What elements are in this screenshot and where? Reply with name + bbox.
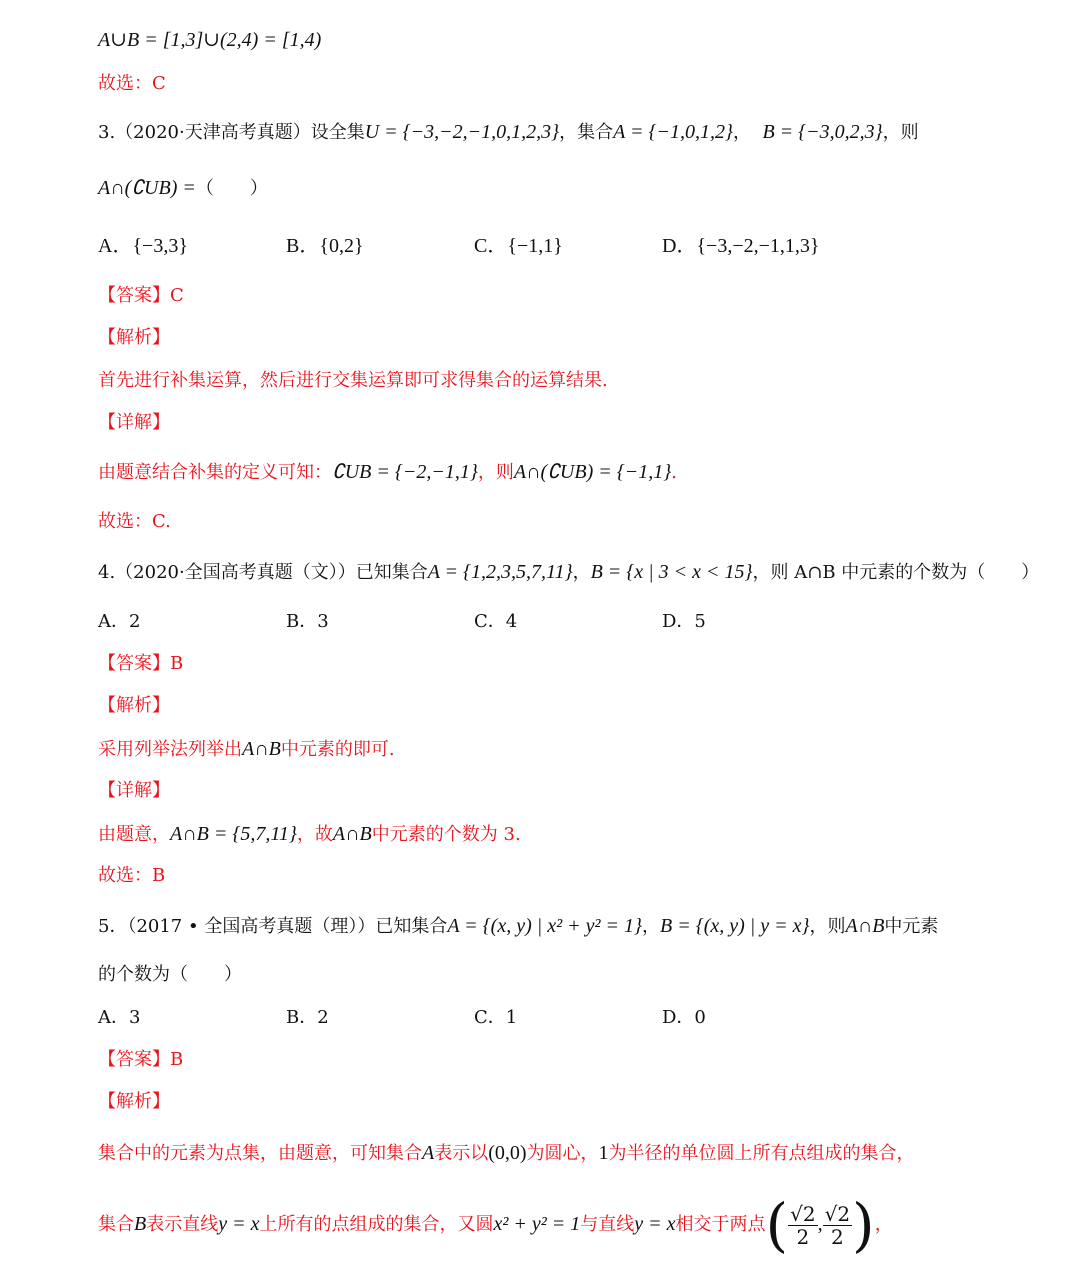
- q4-option-b: B．3: [286, 611, 329, 632]
- q3-option-d: D．{−3,−2,−1,1,3}: [662, 235, 820, 257]
- q5-option-b: B．2: [286, 1007, 329, 1028]
- q5-option-d: D．0: [662, 1007, 706, 1028]
- q4-detail-label: 【详解】: [98, 780, 170, 801]
- q3-answer: 【答案】C: [98, 285, 184, 306]
- previous-choose-line: 故选：C: [98, 73, 166, 94]
- q3-choose: 故选：C.: [98, 511, 171, 532]
- q5-answer: 【答案】B: [98, 1049, 184, 1070]
- q3-stem-line2: [98, 174, 268, 203]
- q3-set-b: B = {−3,0,2,3}: [762, 121, 883, 143]
- q4-stem: 4.（2020·全国高考真题（文））已知集合A = {1,2,3,5,7,11}，B = {x | 3 < x < 15}，则 A∩B 中元素的个数为（ ）: [98, 561, 1040, 583]
- q3-set-u: U = {−3,−2,−1,0,1,2,3}: [364, 121, 560, 143]
- previous-solution-formula: A∪B = [1,3]∪(2,4) = [1,4): [98, 29, 322, 51]
- q3-set-a: A = {−1,0,1,2}: [613, 121, 733, 143]
- q3-detail-label: 【详解】: [98, 412, 170, 433]
- q3-detail-text: 由题意结合补集的定义可知：∁UB = {−2,−1,1}，则A∩(∁UB) = {−1,1}.: [98, 461, 677, 483]
- q5-option-c: C．1: [474, 1007, 518, 1028]
- q5-stem-line2: 的个数为（ ）: [98, 964, 242, 985]
- intersection-point: ( $\frac{√2}{2}$ , $\frac{√2}{2}$ ): [765, 1191, 875, 1259]
- q5-stem-line1: 5．（2017 • 全国高考真题（理））已知集合A = {(x, y) | x² + y² = 1}，B = {(x, y) | y = x}，则A∩B中元素: [98, 915, 939, 937]
- q4-analysis-text: 采用列举法列举出A∩B中元素的即可.: [98, 738, 395, 760]
- q3-mid1: ，集合: [559, 122, 614, 143]
- q5-analysis-line2: 集合B表示直线y = x上所有的点组成的集合，又圆x² + y² = 1与直线y = x相交于两点( $\frac{√2}{2}$ , $\frac{√2}{2}$ )，: [98, 1191, 893, 1259]
- q4-analysis-label: 【解析】: [98, 695, 170, 716]
- q3-option-c: C．{−1,1}: [474, 235, 563, 257]
- q3-option-a: A．{−3,3}: [98, 235, 188, 257]
- q3-prefix: 3.（2020·天津高考真题）设全集: [98, 122, 365, 143]
- q3-stem-line1: [98, 118, 919, 147]
- q4-choose: 故选：B: [98, 865, 166, 886]
- q3-expression: A∩(∁UB) =: [98, 177, 196, 199]
- q4-answer: 【答案】B: [98, 653, 184, 674]
- q3-option-b: B．{0,2}: [286, 235, 364, 257]
- q3-suffix: ，则: [882, 122, 919, 143]
- q3-mid2: ，: [732, 122, 751, 143]
- q5-analysis-label: 【解析】: [98, 1091, 170, 1112]
- q3-analysis-text: 首先进行补集运算，然后进行交集运算即可求得集合的运算结果.: [98, 370, 608, 391]
- q4-option-d: D．5: [662, 611, 706, 632]
- q5-option-a: A．3: [98, 1007, 141, 1028]
- q3-paren: （ ）: [195, 178, 268, 199]
- q3-analysis-label: 【解析】: [98, 327, 170, 348]
- q4-option-a: A．2: [98, 611, 141, 632]
- q4-option-c: C．4: [474, 611, 518, 632]
- q4-detail-text: 由题意，A∩B = {5,7,11}，故A∩B中元素的个数为 3.: [98, 823, 521, 845]
- q5-analysis-line1: 集合中的元素为点集，由题意，可知集合A表示以(0,0)为圆心，1为半径的单位圆上所有点组成的集合，: [98, 1142, 915, 1164]
